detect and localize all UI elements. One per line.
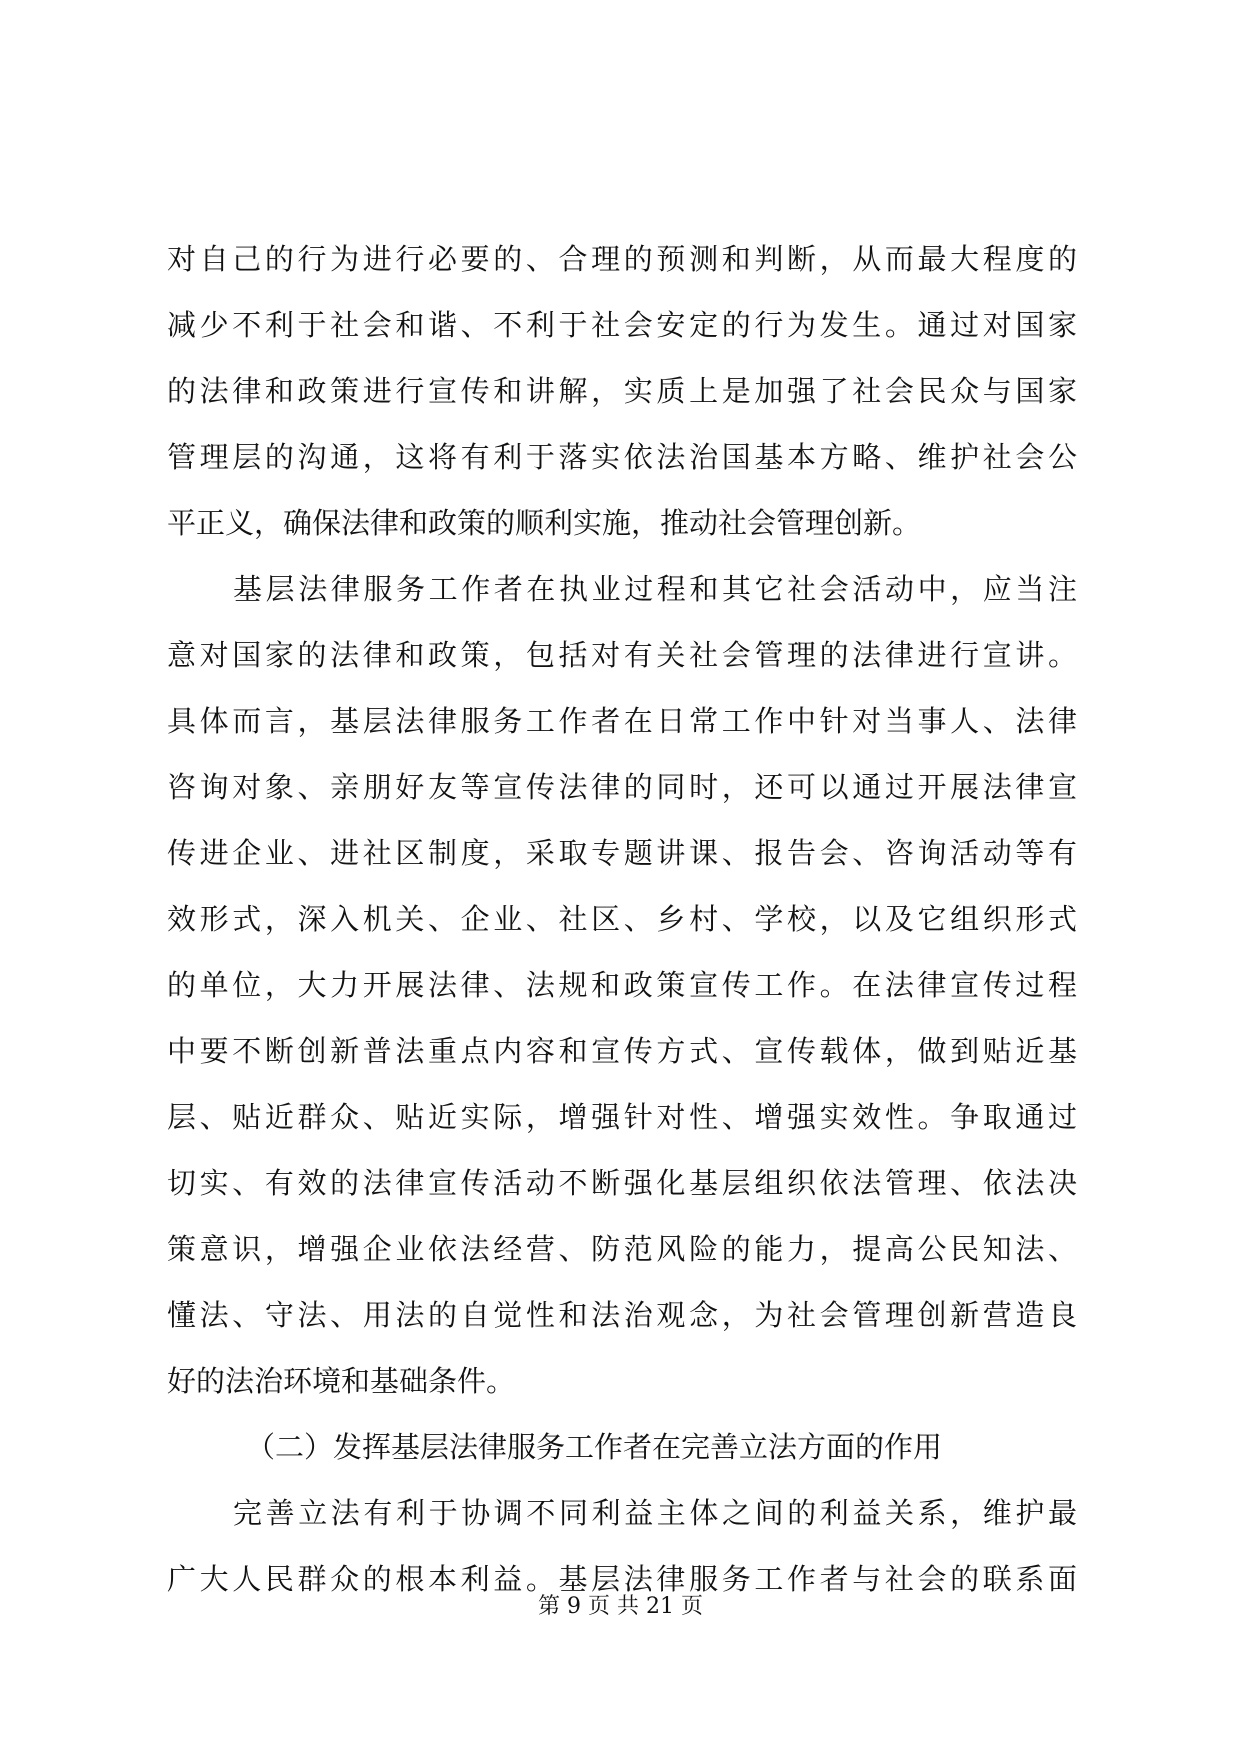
body-text (167, 226, 1077, 1612)
paragraph-1-line-5: 平正义，确保法律和政策的顺利实施，推动社会管理创新。 (167, 506, 922, 540)
section-heading: （二）发挥基层法律服务工作者在完善立法方面的作用 (246, 1430, 943, 1464)
paragraph-1-line-1: 对自己的行为进行必要的、合理的预测和判断，从而最大程度的 (167, 242, 1077, 276)
paragraph-2-line-7: 的单位，大力开展法律、法规和政策宣传工作。在法律宣传过程 (167, 968, 1077, 1002)
paragraph-2-line-8: 中要不断创新普法重点内容和宣传方式、宣传载体，做到贴近基 (167, 1034, 1077, 1068)
paragraph-3-line-1: 完善立法有利于协调不同利益主体之间的利益关系，维护最 (233, 1496, 1077, 1530)
paragraph-2-line-2: 意对国家的法律和政策，包括对有关社会管理的法律进行宣讲。 (167, 638, 1077, 672)
paragraph-1-line-2: 减少不利于社会和谐、不利于社会安定的行为发生。通过对国家 (167, 308, 1077, 342)
paragraph-2-line-5: 传进企业、进社区制度，采取专题讲课、报告会、咨询活动等有 (167, 836, 1077, 870)
paragraph-2-line-1: 基层法律服务工作者在执业过程和其它社会活动中，应当注 (233, 572, 1077, 606)
paragraph-1-line-3: 的法律和政策进行宣传和讲解，实质上是加强了社会民众与国家 (167, 374, 1077, 408)
page-number-footer: 第 9 页 共 21 页 (538, 1594, 703, 1619)
paragraph-2-line-12: 懂法、守法、用法的自觉性和法治观念，为社会管理创新营造良 (167, 1298, 1077, 1332)
paragraph-3-line-2: 广大人民群众的根本利益。基层法律服务工作者与社会的联系面 (167, 1562, 1077, 1596)
paragraph-2-line-13: 好的法治环境和基础条件。 (167, 1364, 516, 1398)
paragraph-2-line-9: 层、贴近群众、贴近实际，增强针对性、增强实效性。争取通过 (167, 1100, 1077, 1134)
paragraph-2-line-4: 咨询对象、亲朋好友等宣传法律的同时，还可以通过开展法律宣 (167, 770, 1077, 804)
paragraph-2-line-6: 效形式，深入机关、企业、社区、乡村、学校，以及它组织形式 (167, 902, 1077, 936)
paragraph-2-line-10: 切实、有效的法律宣传活动不断强化基层组织依法管理、依法决 (167, 1166, 1077, 1200)
paragraph-1-line-4: 管理层的沟通，这将有利于落实依法治国基本方略、维护社会公 (167, 440, 1077, 474)
paragraph-2-line-11: 策意识，增强企业依法经营、防范风险的能力，提高公民知法、 (167, 1232, 1077, 1266)
paragraph-2-line-3: 具体而言，基层法律服务工作者在日常工作中针对当事人、法律 (167, 704, 1077, 738)
